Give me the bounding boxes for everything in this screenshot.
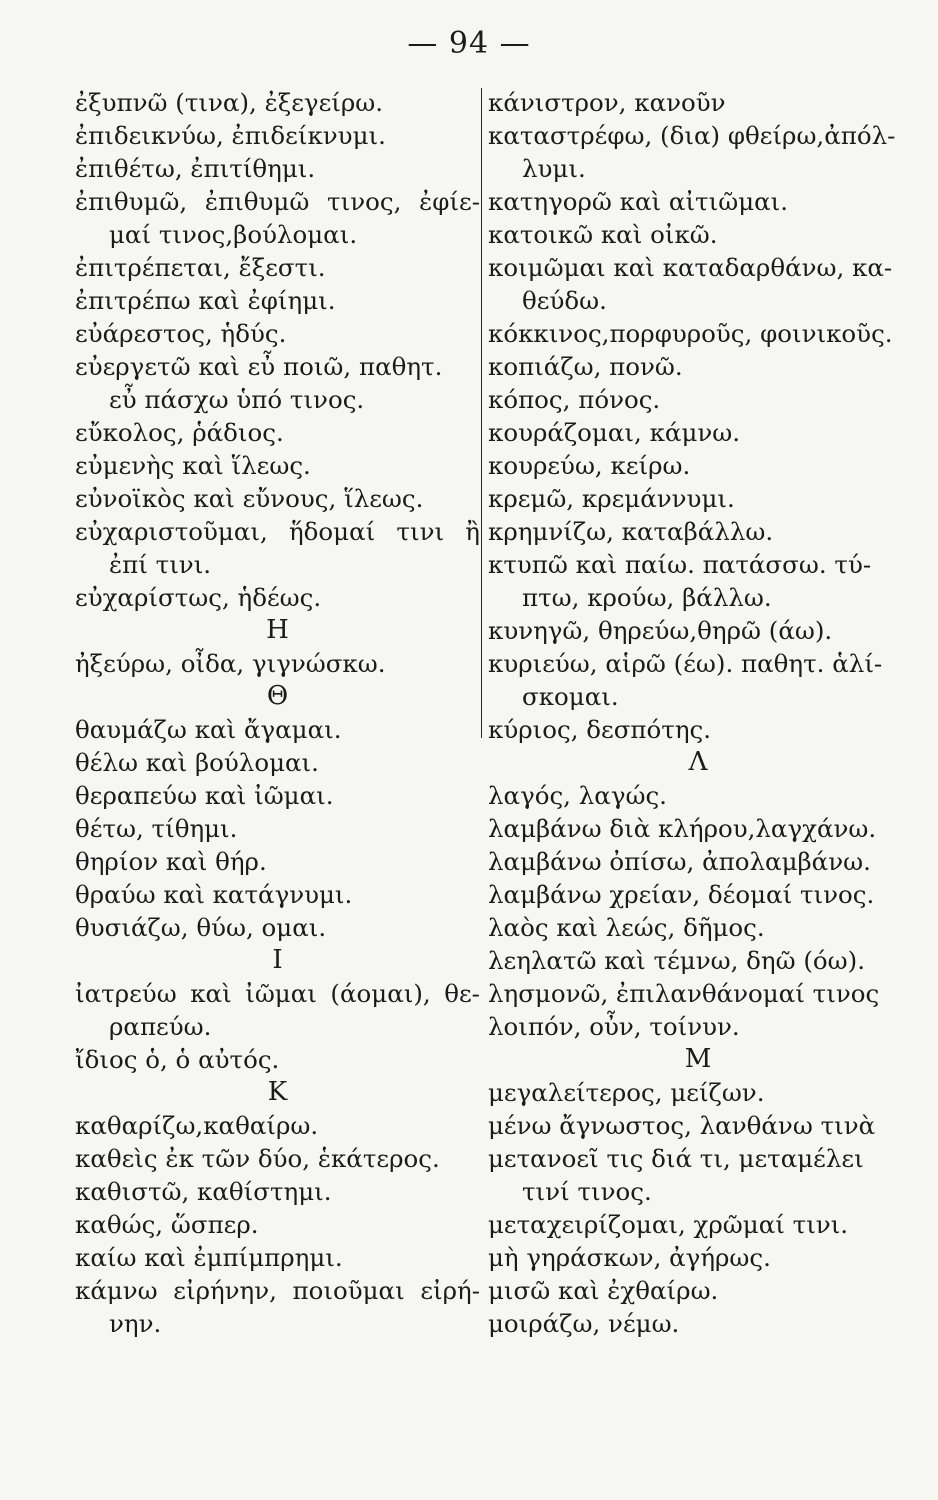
- entry-line: θηρίον καὶ θήρ.: [75, 847, 267, 876]
- section-letter-heading: Ι: [272, 945, 283, 975]
- entry-line: καθαρίζω,καθαίρω.: [75, 1111, 319, 1140]
- entry-line: θεραπεύω καὶ ἰῶμαι.: [75, 781, 334, 810]
- entry-line: καθιστῶ, καθίστημι.: [75, 1177, 332, 1206]
- entry-line: λαγός, λαγώς.: [488, 781, 667, 810]
- column-divider: [481, 88, 482, 738]
- entry-line: εὐχαριστοῦμαι, ἥδομαί τινι ἢ: [75, 517, 480, 546]
- entry-line: καθεὶς ἐκ τῶν δύο, ἑκάτερος.: [75, 1144, 440, 1173]
- section-letter-heading: Μ: [684, 1044, 712, 1074]
- section-letter-heading: Κ: [267, 1077, 288, 1107]
- entry-line: λεηλατῶ καὶ τέμνω, δηῶ (όω).: [488, 946, 865, 975]
- entry-line: λησμονῶ, ἐπιλανθάνομαί τινος: [488, 979, 880, 1008]
- entry-line: εὔκολος, ῥάδιος.: [75, 418, 284, 447]
- entry-line: κάμνω εἰρήνην, ποιοῦμαι εἰρή-: [75, 1276, 480, 1305]
- entry-continuation-line: πτω, κρούω, βάλλω.: [522, 583, 772, 612]
- entry-continuation-line: τινί τινος.: [522, 1177, 652, 1206]
- entry-line: κόπος, πόνος.: [488, 385, 661, 414]
- entry-line: κουράζομαι, κάμνω.: [488, 418, 741, 447]
- entry-line: καίω καὶ ἐμπίμπρημι.: [75, 1243, 343, 1272]
- entry-line: λαὸς καὶ λεώς, δῆμος.: [488, 913, 765, 942]
- entry-line: ἴδιος ὁ, ὁ αὐτός.: [75, 1045, 280, 1074]
- entry-line: λοιπόν, οὖν, τοίνυν.: [488, 1012, 740, 1041]
- entry-line: κοπιάζω, πονῶ.: [488, 352, 683, 381]
- entry-line: κτυπῶ καὶ παίω. πατάσσω. τύ-: [488, 550, 872, 579]
- section-letter-heading: Η: [266, 615, 289, 645]
- entry-line: μένω ἄγνωστος, λανθάνω τινὰ: [488, 1111, 876, 1140]
- entry-line: κρεμῶ, κρεμάννυμι.: [488, 484, 735, 513]
- entry-line: λαμβάνω χρείαν, δέομαί τινος.: [488, 880, 875, 909]
- entry-line: καθώς, ὥσπερ.: [75, 1210, 259, 1239]
- entry-line: καταστρέφω, (δια) φθείρω,ἀπόλ-: [488, 121, 896, 150]
- entry-line: κυριεύω, αἱρῶ (έω). παθητ. ἁλί-: [488, 649, 883, 678]
- right-column: [488, 86, 908, 1340]
- entry-line: ἐπιτρέπω καὶ ἐφίημι.: [75, 286, 336, 315]
- entry-line: κόκκινος,πορφυροῦς, φοινικοῦς.: [488, 319, 893, 348]
- page-number: — 94 —: [407, 26, 531, 61]
- entry-line: εὐνοϊκὸς καὶ εὔνους, ἵλεως.: [75, 484, 424, 513]
- entry-line: κοιμῶμαι καὶ καταδαρθάνω, κα-: [488, 253, 893, 282]
- entry-line: ἐξυπνῶ (τινα), ἐξεγείρω.: [75, 88, 384, 117]
- entry-line: θραύω καὶ κατάγνυμι.: [75, 880, 353, 909]
- entry-line: κατοικῶ καὶ οἰκῶ.: [488, 220, 718, 249]
- entry-line: ἐπιθέτω, ἐπιτίθημι.: [75, 154, 316, 183]
- entry-line: κρημνίζω, καταβάλλω.: [488, 517, 774, 546]
- entry-line: λαμβάνω διὰ κλήρου,λαγχάνω.: [488, 814, 877, 843]
- entry-continuation-line: ραπεύω.: [109, 1012, 212, 1041]
- section-letter-heading: Λ: [688, 747, 708, 777]
- entry-continuation-line: εὖ πάσχω ὑπό τινος.: [109, 385, 365, 414]
- entry-line: θυσιάζω, θύω, ομαι.: [75, 913, 327, 942]
- entry-line: θέλω καὶ βούλομαι.: [75, 748, 319, 777]
- entry-line: μοιράζω, νέμω.: [488, 1309, 680, 1338]
- entry-line: θέτω, τίθημι.: [75, 814, 238, 843]
- entry-continuation-line: ἐπί τινι.: [109, 550, 212, 579]
- entry-continuation-line: σκομαι.: [522, 682, 619, 711]
- entry-continuation-line: θεύδω.: [522, 286, 607, 315]
- entry-line: ἰατρεύω καὶ ἰῶμαι (άομαι), θε-: [75, 979, 480, 1008]
- entry-continuation-line: νην.: [109, 1309, 162, 1338]
- left-column: [75, 86, 480, 1340]
- entry-line: μὴ γηράσκων, ἀγήρως.: [488, 1243, 771, 1272]
- entry-line: θαυμάζω καὶ ἄγαμαι.: [75, 715, 342, 744]
- entry-line: εὐχαρίστως, ἡδέως.: [75, 583, 322, 612]
- entry-line: κύριος, δεσπότης.: [488, 715, 712, 744]
- entry-line: κάνιστρον, κανοῦν: [488, 88, 726, 117]
- entry-line: μεγαλείτερος, μείζων.: [488, 1078, 765, 1107]
- entry-line: εὐάρεστος, ἡδύς.: [75, 319, 287, 348]
- entry-line: ἐπιθυμῶ, ἐπιθυμῶ τινος, ἐφίε-: [75, 187, 480, 216]
- entry-line: κουρεύω, κείρω.: [488, 451, 691, 480]
- entry-line: λαμβάνω ὀπίσω, ἀπολαμβάνω.: [488, 847, 871, 876]
- entry-continuation-line: λυμι.: [522, 154, 586, 183]
- entry-line: ἐπιδεικνύω, ἐπιδείκνυμι.: [75, 121, 386, 150]
- entry-line: μετανοεῖ τις διά τι, μεταμέλει: [488, 1144, 864, 1173]
- entry-line: μεταχειρίζομαι, χρῶμαί τινι.: [488, 1210, 849, 1239]
- entry-line: κυνηγῶ, θηρεύω,θηρῶ (άω).: [488, 616, 833, 645]
- entry-continuation-line: μαί τινος,βούλομαι.: [109, 220, 358, 249]
- entry-line: ἠξεύρω, οἶδα, γιγνώσκω.: [75, 649, 386, 678]
- entry-line: μισῶ καὶ ἐχθαίρω.: [488, 1276, 719, 1305]
- entry-line: εὐμενὴς καὶ ἵλεως.: [75, 451, 311, 480]
- entry-line: εὐεργετῶ καὶ εὖ ποιῶ, παθητ.: [75, 352, 443, 381]
- entry-line: κατηγορῶ καὶ αἰτιῶμαι.: [488, 187, 789, 216]
- section-letter-heading: Θ: [266, 681, 289, 711]
- entry-line: ἐπιτρέπεται, ἔξεστι.: [75, 253, 326, 282]
